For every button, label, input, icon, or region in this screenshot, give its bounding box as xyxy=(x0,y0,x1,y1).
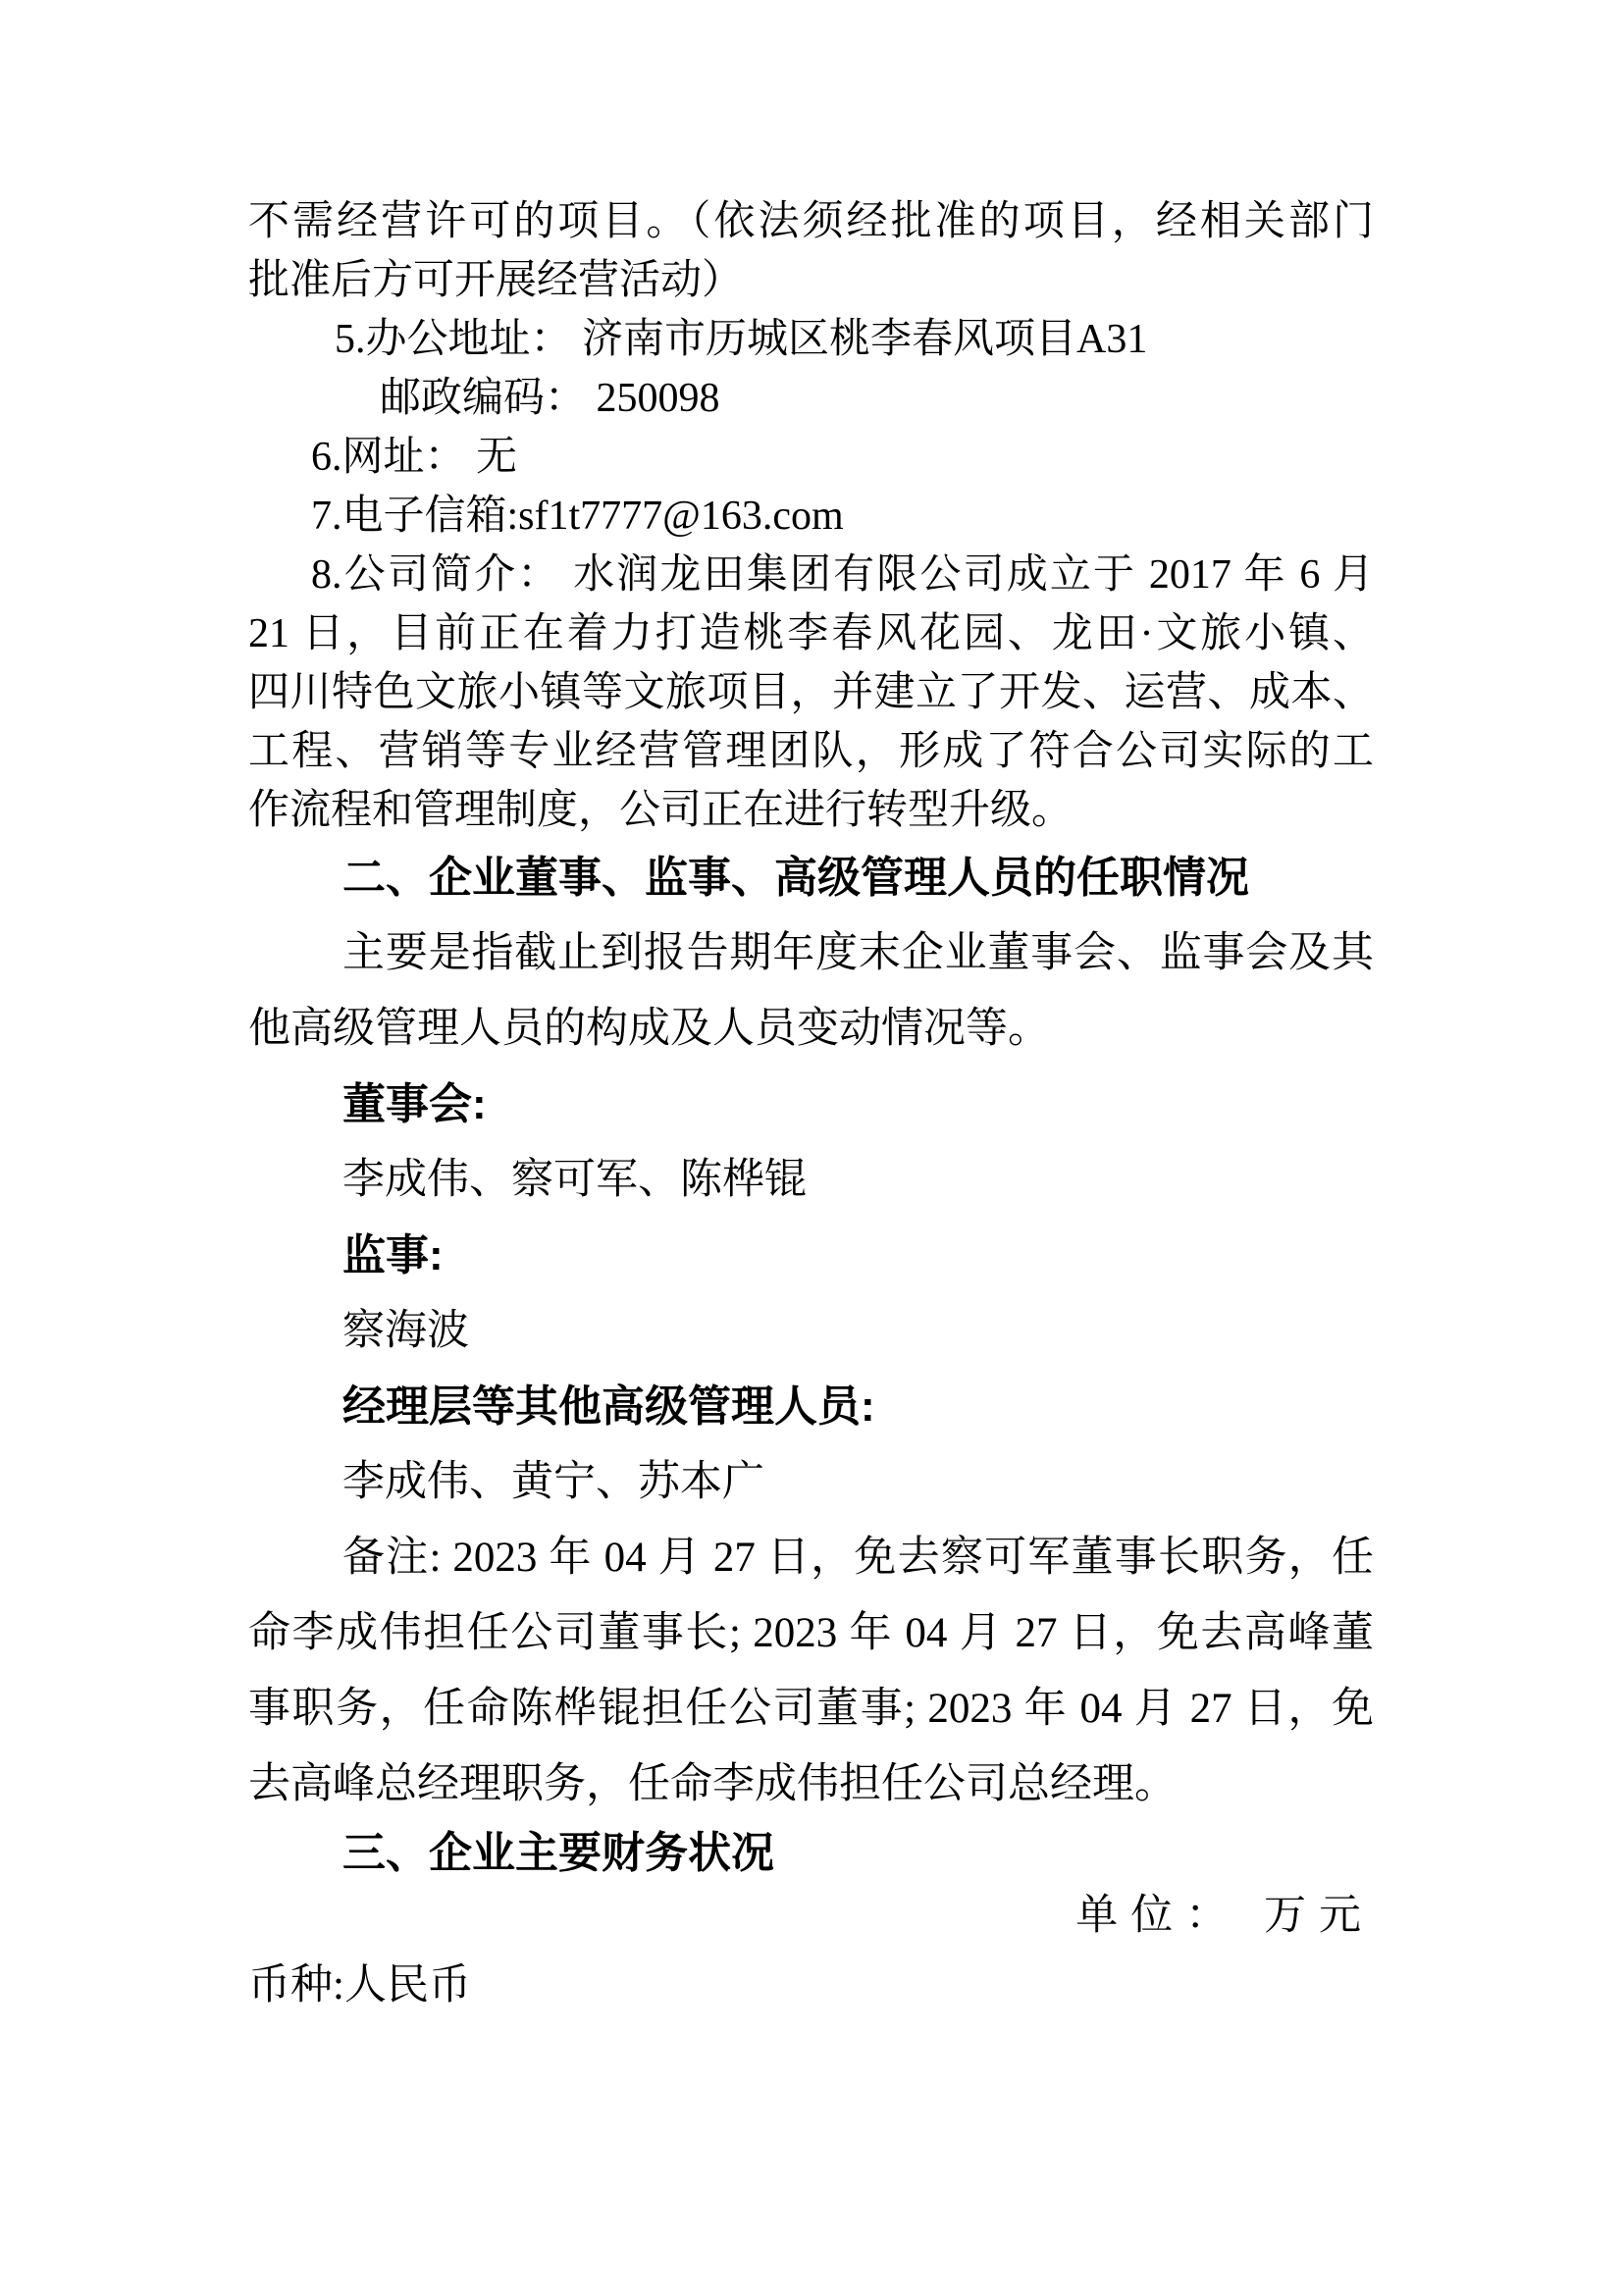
company-profile-line: 四川特色文旅小镇等文旅项目，并建立了开发、运营、成本、 xyxy=(248,670,1374,715)
section-heading-finance: 三、企业主要财务状况 xyxy=(342,1829,774,1877)
board-heading: 董事会: xyxy=(342,1080,487,1128)
website-line: 6.网址： 无 xyxy=(311,435,518,480)
body-line: 不需经营许可的项目。（依法须经批准的项目，经相关部门 xyxy=(248,199,1374,244)
company-profile-line: 21 日，目前正在着力打造桃李春风花园、龙田·文旅小镇、 xyxy=(248,611,1374,656)
remarks-line: 备注: 2023 年 04 月 27 日，免去察可军董事长职务，任 xyxy=(342,1535,1374,1581)
currency-note: 币种:人民币 xyxy=(248,1962,471,2008)
body-line: 批准后方可开展经营活动） xyxy=(248,258,744,303)
section-heading-officers: 二、企业董事、监事、高级管理人员的任职情况 xyxy=(342,854,1249,902)
document-text-block xyxy=(248,192,1374,2023)
remarks-line: 去高峰总经理职务，任命李成伟担任公司总经理。 xyxy=(248,1761,1177,1807)
unit-note: 单位： 万元 xyxy=(1075,1893,1374,1939)
company-profile-line: 工程、营销等专业经营管理团队，形成了符合公司实际的工 xyxy=(248,729,1374,774)
supervisor-line: 察海波 xyxy=(342,1308,469,1354)
body-line: 他高级管理人员的构成及人员变动情况等。 xyxy=(248,1006,1050,1052)
company-profile-line: 作流程和管理制度，公司正在进行转型升级。 xyxy=(248,788,1074,833)
body-line: 主要是指截止到报告期年度末企业董事会、监事会及其 xyxy=(342,930,1374,976)
supervisor-heading: 监事: xyxy=(342,1231,444,1279)
company-profile-line: 8.公司简介： 水润龙田集团有限公司成立于 2017 年 6 月 xyxy=(311,552,1374,598)
board-members-line: 李成伟、察可军、陈桦锟 xyxy=(342,1157,807,1203)
management-line: 李成伟、黄宁、苏本广 xyxy=(342,1459,764,1505)
email-line: 7.电子信箱:sf1t7777@163.com xyxy=(311,494,844,539)
postal-code-line: 邮政编码： 250098 xyxy=(380,376,720,421)
management-heading: 经理层等其他高级管理人员: xyxy=(342,1382,875,1431)
remarks-line: 事职务，任命陈桦锟担任公司董事; 2023 年 04 月 27 日，免 xyxy=(248,1686,1374,1732)
remarks-line: 命李成伟担任公司董事长; 2023 年 04 月 27 日，免去高峰董 xyxy=(248,1610,1374,1656)
office-address-line: 5.办公地址： 济南市历城区桃李春风项目A31 xyxy=(335,317,1148,362)
